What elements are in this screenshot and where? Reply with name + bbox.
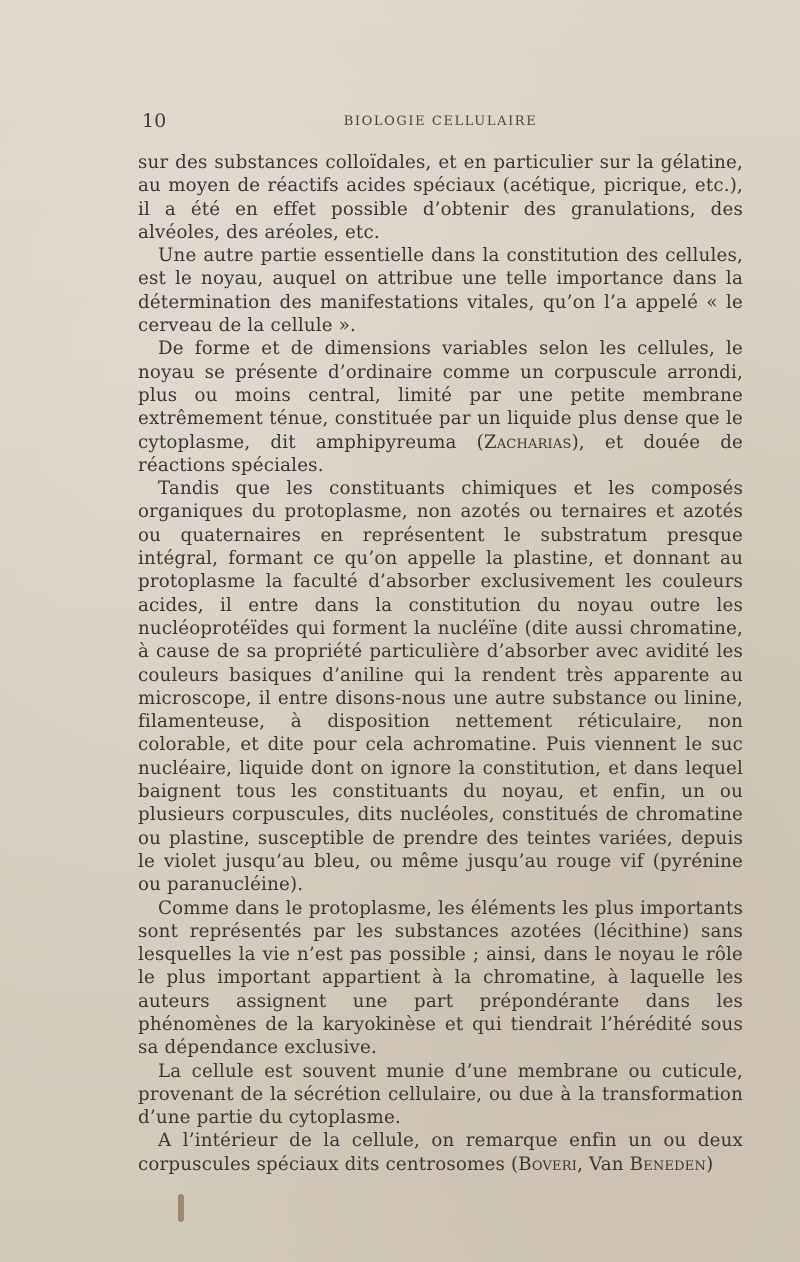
- body-text: [138, 151, 743, 1176]
- paper-stain: [178, 1194, 184, 1222]
- paragraph-5: Comme dans le protoplasme, les éléments les plus importants sont représentés par les substances azotées (lécithine) sans lesquelles la vie n’est pas possible ; ainsi, dans le noyau le rôle le plus important appartient à la chromatine, à laquelle les auteurs assignent une part prépondérante dans les phénomènes de la karyokinèse et qui tiendrait l’hérédité sous sa dépendance exclusive.: [138, 897, 743, 1059]
- paragraph-4: Tandis que les constituants chimiques et les composés organiques du protoplasme, non azotés ou ternaires et azotés ou quaternaires en représentent le substratum presque intégral, formant ce qu’on appelle la plastine, et donnant au protoplasme la faculté d’absorber exclusivement les couleurs acides, il entre dans la constitution du noyau outre les nucléoprotéïdes qui forment la nucléïne (dite aussi chromatine, à cause de sa propriété particulière d’absorber avec avidité les couleurs basiques d’aniline qui la rendent très apparente au microscope, il entre disons-nous une autre substance ou linine, filamenteuse, à disposition nettement réticulaire, non colorable, et dite pour cela achromatine. Puis viennent le suc nucléaire, liquide dont on ignore la constitution, et dans lequel baignent tous les constituants du noyau, et enfin, un ou plusieurs corpuscules, dits nucléoles, constitués de chromatine ou plastine, susceptible de prendre des teintes variées, depuis le violet jusqu’au bleu, ou même jusqu’au rouge vif (pyrénine ou paranucléine).: [138, 478, 743, 896]
- paragraph-2: Une autre partie essentielle dans la constitution des cellules, est le noyau, auquel on attribue une telle importance dans la détermination des manifestations vitales, qu’on l’a appelé « le cerveau de la cellule ».: [138, 245, 743, 337]
- paragraph-3-text-a: De forme et de dimensions variables selon les cellules, le noyau se présente d’ordinaire comme un corpuscule arrondi, plus ou moins central, limité par une petite membrane extrêmement ténue, constituée par un liquide plus dense que le cytoplasme, dit amphipyreuma (: [138, 338, 743, 453]
- running-head: BIOLOGIE CELLULAIRE: [343, 114, 538, 129]
- paragraph-7-text-a: A l’intérieur de la cellule, on remarque enfin un ou deux corpuscules spéciaux dits centrosomes (: [138, 1130, 743, 1175]
- paragraph-6: La cellule est souvent munie d’une membrane ou cuticule, provenant de la sécrétion cellulaire, ou due à la transformation d’une partie du cytoplasme.: [138, 1060, 743, 1129]
- author-name: Boveri: [518, 1153, 578, 1175]
- author-name: Beneden: [629, 1153, 707, 1175]
- paragraph-3-text-b: ), et douée de réactions spéciales.: [138, 431, 743, 476]
- paragraph-7-text-b: , Van: [577, 1153, 630, 1175]
- page-number: 10: [142, 110, 167, 132]
- paragraph-1: sur des substances colloïdales, et en particulier sur la gélatine, au moyen de réactifs acides spéciaux (acétique, picrique, etc.), il a été en effet possible d’obtenir des granulations, des alvéoles, des aréoles, etc.: [138, 152, 743, 243]
- paragraph-7: [138, 1129, 743, 1176]
- author-name: Zacharias: [483, 431, 572, 453]
- paragraph-3: [138, 337, 743, 477]
- page-header: [138, 110, 743, 136]
- paragraph-7-text-c: ): [706, 1153, 714, 1175]
